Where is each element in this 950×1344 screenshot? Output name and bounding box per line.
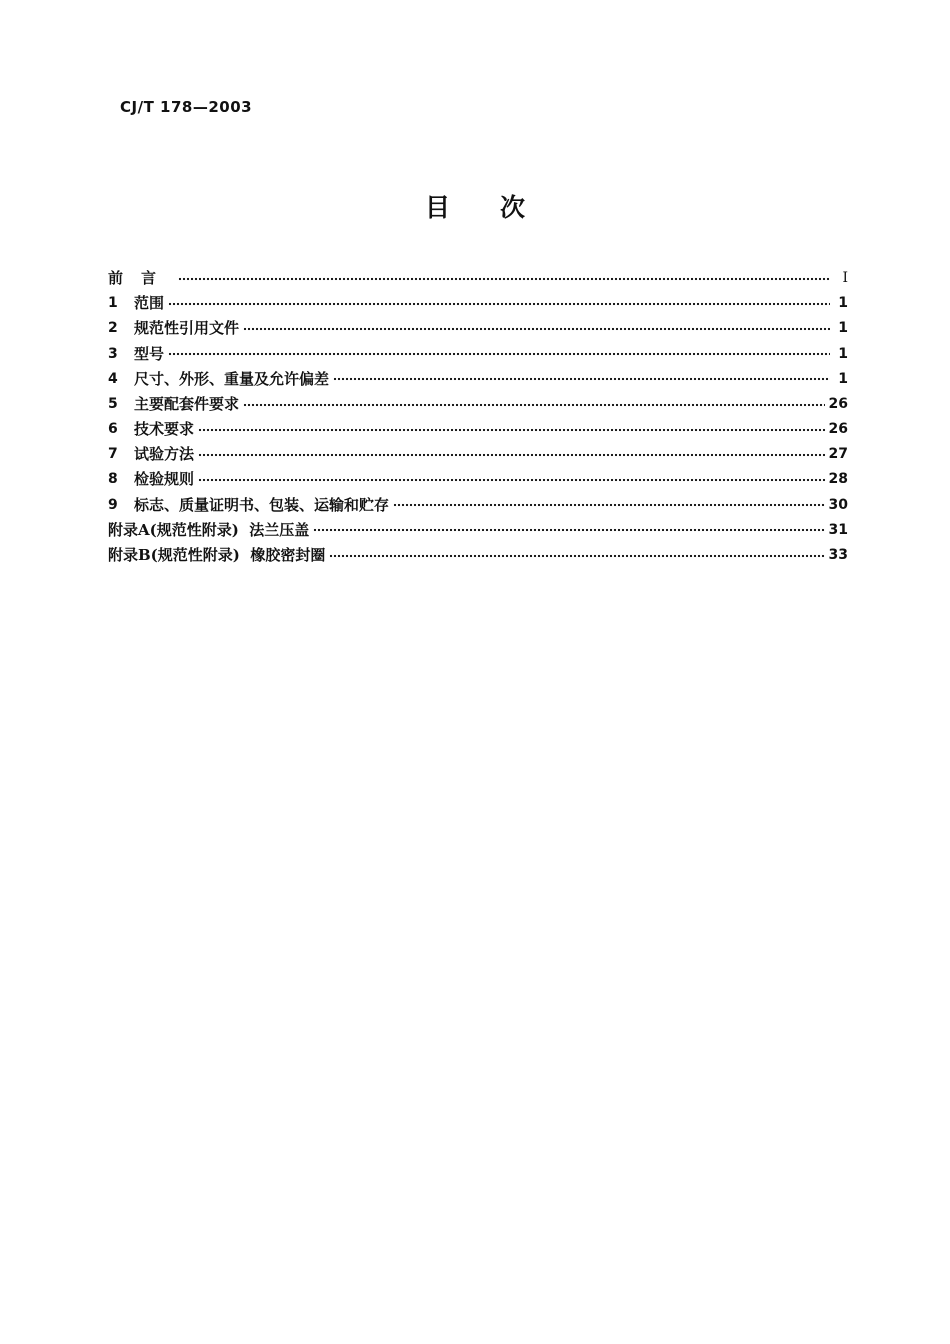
toc-entry-title: 尺寸、外形、重量及允许偏差 (134, 369, 330, 388)
toc-entry-title: 附录B(规范性附录) 橡胶密封圈 (108, 546, 326, 565)
toc-leader-dots (329, 551, 824, 561)
toc-entry-page: 1 (838, 295, 848, 312)
toc-entry-title: 技术要求 (134, 420, 195, 439)
toc-entry-number: 1 (108, 295, 118, 312)
toc-leader-dots (198, 425, 825, 435)
page-title-char-2: 次 (500, 193, 526, 222)
toc-entry-test-methods[interactable] (108, 442, 848, 467)
page-title-char-1: 目 (424, 193, 450, 222)
toc-entry-number: 4 (108, 370, 118, 387)
toc-leader-dots (198, 475, 825, 485)
toc-entry-number: 5 (108, 395, 118, 412)
toc-entry-number: 6 (108, 421, 118, 438)
toc-leader-dots (393, 500, 825, 510)
toc-entry-accessories[interactable] (108, 392, 848, 417)
toc-entry-page: 26 (828, 395, 848, 412)
toc-entry-page: 33 (828, 547, 848, 564)
toc-leader-dots (313, 525, 824, 535)
toc-entry-title: 主要配套件要求 (134, 394, 240, 413)
toc-entry-number: 9 (108, 496, 118, 513)
toc-entry-page: 1 (838, 370, 848, 387)
toc-entry-page: 27 (828, 446, 848, 463)
toc-entry-preface[interactable] (108, 266, 848, 291)
toc-entry-title: 检验规则 (134, 470, 195, 489)
toc-entry-title: 前言 (108, 268, 175, 287)
toc-entry-page: 31 (828, 521, 848, 538)
toc-leader-dots (243, 400, 825, 410)
toc-leader-dots (333, 374, 830, 384)
toc-entry-number: 3 (108, 345, 118, 362)
toc-entry-model[interactable] (108, 342, 848, 367)
toc-entry-annex-a[interactable] (108, 518, 848, 543)
toc-entry-page: 26 (828, 421, 848, 438)
toc-entry-technical-requirements[interactable] (108, 417, 848, 442)
toc-entry-marking-packaging[interactable] (108, 493, 848, 518)
toc-leader-dots (168, 349, 830, 359)
toc-entry-scope[interactable] (108, 291, 848, 316)
toc-leader-dots (198, 450, 825, 460)
toc-entry-title: 试验方法 (134, 445, 195, 464)
page-title (0, 188, 950, 224)
toc-entry-page: I (842, 269, 848, 286)
toc-leader-dots (243, 324, 830, 334)
toc-entry-dimensions[interactable] (108, 367, 848, 392)
toc-leader-dots (168, 299, 830, 309)
toc-leader-dots (178, 274, 830, 284)
toc-entry-page: 1 (838, 320, 848, 337)
toc-entry-title: 规范性引用文件 (134, 319, 240, 338)
toc-entry-title: 范围 (134, 294, 165, 313)
toc-entry-page: 1 (838, 345, 848, 362)
toc-entry-number: 2 (108, 320, 118, 337)
toc-entry-number: 8 (108, 471, 118, 488)
toc-entry-number: 7 (108, 446, 118, 463)
standard-code: CJ/T 178—2003 (120, 98, 253, 116)
toc-entry-normative-references[interactable] (108, 316, 848, 341)
toc-entry-page: 28 (828, 471, 848, 488)
toc-entry-annex-b[interactable] (108, 543, 848, 568)
toc-entry-title: 型号 (134, 344, 165, 363)
toc-entry-page: 30 (828, 496, 848, 513)
toc-entry-title: 标志、质量证明书、包装、运输和贮存 (134, 495, 390, 514)
toc-entry-inspection-rules[interactable] (108, 468, 848, 493)
toc-entry-title: 附录A(规范性附录) 法兰压盖 (108, 520, 310, 539)
table-of-contents (108, 266, 848, 568)
